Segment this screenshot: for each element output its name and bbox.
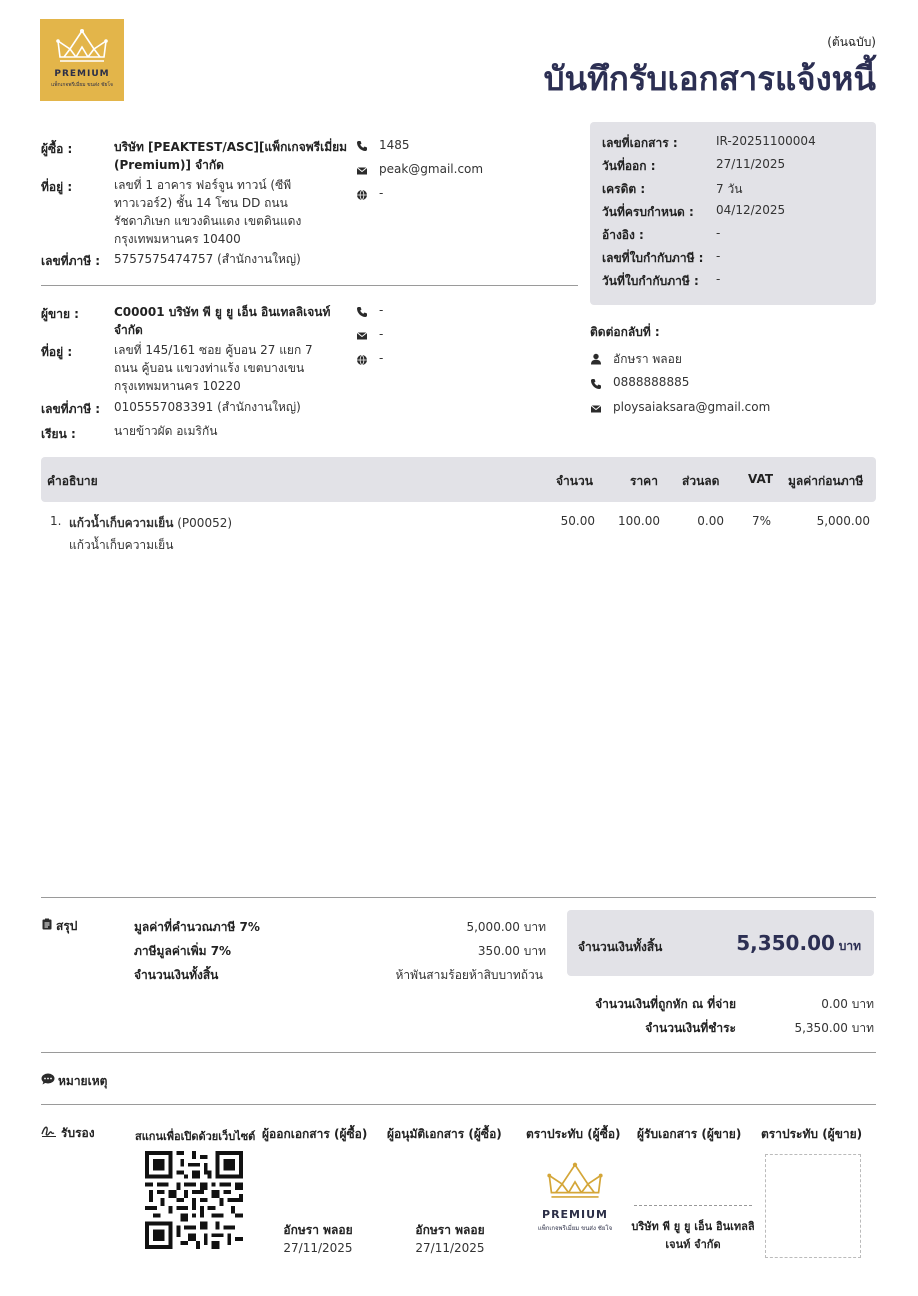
seller-email: -	[379, 327, 384, 341]
approver-name: อักษรา พลอย	[415, 1223, 485, 1237]
row-item-description: แก้วน้ำเก็บความเย็น	[69, 538, 174, 552]
row-item	[69, 514, 232, 533]
phone-icon	[356, 140, 368, 152]
row-discount: 0.00	[697, 514, 724, 528]
col-description: คำอธิบาย	[47, 474, 98, 488]
table-row	[41, 510, 876, 560]
logo-tagline: แพ็กเกจพรีเมี่ยม ขนส่ง ชัยโจ	[51, 82, 113, 88]
grand-total-label: จำนวนเงินทั้งสิ้น	[134, 968, 219, 982]
approver-label: ผู้อนุมัติเอกสาร (ผู้ซื้อ)	[387, 1127, 502, 1141]
email-icon	[356, 330, 368, 342]
email-icon	[590, 403, 602, 415]
seller-stamp-box	[765, 1154, 861, 1258]
vat-amount-label: ภาษีมูลค่าเพิ่ม 7%	[134, 944, 232, 958]
buyer-address-label: ที่อยู่ :	[41, 180, 73, 194]
signature-icon	[41, 1125, 57, 1137]
receiver-name: บริษัท พี ยู ยู เอ็น อินเทลลิ เจนท์ จำกัด	[631, 1220, 755, 1251]
buyer-stamp-label: ตราประทับ (ผู้ซื้อ)	[526, 1127, 621, 1141]
seller-address: เลขที่ 145/161 ซอย คู้บอน 27 แยก 7 ถนน คู้บอน แขวงท่าแร้ง เขตบางเขน กรุงเทพมหานคร 10220	[114, 343, 313, 393]
grand-total-value: 5,350.00	[736, 931, 835, 955]
col-price: ราคา	[630, 474, 658, 488]
seller-address-label: ที่อยู่ :	[41, 345, 73, 359]
seller-stamp-label: ตราประทับ (ผู้ขาย)	[761, 1127, 863, 1141]
buyer-phone: 1485	[379, 138, 410, 152]
contact-title: ติดต่อกลับที่ :	[590, 325, 660, 339]
col-vat: VAT	[748, 472, 774, 486]
grand-total-box-amount	[736, 931, 861, 956]
copy-label: (ต้นฉบับ)	[827, 35, 876, 49]
summary-divider	[41, 897, 876, 898]
reference-value: -	[716, 226, 721, 240]
logo-wordmark: PREMIUM	[54, 69, 110, 79]
col-amount: มูลค่าก่อนภาษี	[788, 474, 864, 488]
remarks-title: หมายเหตุ	[58, 1074, 108, 1088]
contact-phone: 0888888885	[613, 375, 690, 389]
crown-icon	[545, 1160, 605, 1206]
buyer-website: -	[379, 186, 384, 200]
row-quantity: 50.00	[560, 514, 595, 528]
email-icon	[356, 165, 368, 177]
row-vat: 7%	[751, 514, 771, 528]
row-item-name: แก้วน้ำเก็บความเย็น	[69, 516, 174, 530]
document-title: บันทึกรับเอกสารแจ้งหนี้	[543, 59, 876, 98]
grand-total-unit: บาท	[838, 939, 861, 953]
tax-invoice-number: -	[716, 249, 721, 263]
tax-invoice-date-label: วันที่ใบกำกับภาษี :	[602, 274, 699, 288]
taxable-amount-label: มูลค่าที่คำนวณภาษี 7%	[134, 920, 260, 934]
buyer-tax-id: 5757575474757 (สำนักงานใหญ่)	[114, 252, 301, 266]
seller-tax-id: 0105557083391 (สำนักงานใหญ่)	[114, 400, 301, 414]
seller-name: C00001 บริษัท พี ยู ยู เอ็น อินเทลลิเจนท์ จำกัด	[114, 305, 331, 337]
col-quantity: จำนวน	[556, 474, 593, 488]
tax-invoice-label: เลขที่ใบกำกับภาษี :	[602, 251, 704, 265]
seller-phone: -	[379, 303, 384, 317]
issuer-date: 27/11/2025	[283, 1241, 353, 1255]
row-number: 1.	[50, 514, 62, 528]
credit-value: 7 วัน	[716, 182, 743, 196]
stamp-tagline: แพ็กเกจพรีเมี่ยม ขนส่ง ชัยโจ	[537, 1225, 613, 1232]
withholding-label: จำนวนเงินที่ถูกหัก ณ ที่จ่าย	[595, 997, 736, 1011]
credit-label: เครดิต :	[602, 182, 646, 196]
row-price: 100.00	[618, 514, 660, 528]
reference-label: อ้างอิง :	[602, 228, 644, 242]
payment-amount-label: จำนวนเงินที่ชำระ	[645, 1021, 736, 1035]
seller-tax-label: เลขที่ภาษี :	[41, 402, 101, 416]
grand-total-in-words: ห้าพันสามร้อยห้าสิบบาทถ้วน	[395, 968, 543, 982]
globe-icon	[356, 189, 368, 201]
signoff-divider	[41, 1104, 876, 1105]
doc-number-label: เลขที่เอกสาร :	[602, 136, 678, 150]
attention-name: นายข้าวผัด อเมริกัน	[114, 424, 218, 438]
tax-invoice-date: -	[716, 272, 721, 286]
remarks-divider	[41, 1052, 876, 1053]
items-table-header	[41, 457, 876, 502]
withholding-amount: 0.00 บาท	[821, 997, 874, 1011]
document-info-panel	[590, 122, 876, 305]
buyer-tax-label: เลขที่ภาษี :	[41, 254, 101, 268]
payment-amount: 5,350.00 บาท	[794, 1021, 874, 1035]
phone-icon	[590, 378, 602, 390]
qr-code[interactable]	[145, 1151, 243, 1249]
vat-amount: 350.00 บาท	[477, 944, 546, 958]
issue-date-label: วันที่ออก :	[602, 159, 656, 173]
issuer-label: ผู้ออกเอกสาร (ผู้ซื้อ)	[262, 1127, 368, 1141]
party-divider	[41, 285, 578, 286]
seller-label: ผู้ขาย :	[41, 307, 79, 321]
attention-label: เรียน :	[41, 427, 76, 441]
due-date: 04/12/2025	[716, 203, 786, 217]
qr-label: สแกนเพื่อเปิดด้วยเว็บไซต์	[135, 1130, 256, 1143]
buyer-email: peak@gmail.com	[379, 162, 484, 176]
receiver-label: ผู้รับเอกสาร (ผู้ขาย)	[637, 1127, 742, 1141]
grand-total-box	[567, 910, 874, 976]
doc-number: IR-20251100004	[716, 134, 816, 148]
buyer-stamp	[532, 1160, 618, 1232]
summary-title: สรุป	[56, 919, 78, 933]
signoff-title: รับรอง	[61, 1126, 95, 1140]
approver-date: 27/11/2025	[415, 1241, 485, 1255]
crown-icon	[54, 27, 110, 69]
globe-icon	[356, 354, 368, 366]
due-date-label: วันที่ครบกำหนด :	[602, 205, 694, 219]
stamp-wordmark: PREMIUM	[542, 1208, 608, 1221]
row-item-code: (P00052)	[177, 516, 233, 530]
taxable-amount: 5,000.00 บาท	[466, 920, 546, 934]
row-amount: 5,000.00	[816, 514, 870, 528]
phone-icon	[356, 306, 368, 318]
issuer-name: อักษรา พลอย	[283, 1223, 353, 1237]
buyer-address: เลขที่ 1 อาคาร ฟอร์จูน ทาวน์ (ซีพี ทาวเวอร์2) ชั้น 14 โซน DD ถนน รัชดาภิเษก แขวงดินแดง เขตดินแดง กรุงเทพมหานคร 10400	[114, 178, 302, 246]
user-icon	[590, 353, 602, 365]
issue-date: 27/11/2025	[716, 157, 786, 171]
company-logo	[40, 19, 124, 101]
seller-website: -	[379, 351, 384, 365]
contact-name: อักษรา พลอย	[613, 352, 682, 366]
receiver-signature-line	[634, 1205, 752, 1206]
buyer-label: ผู้ซื้อ :	[41, 142, 73, 156]
grand-total-box-label: จำนวนเงินทั้งสิ้น	[578, 940, 663, 954]
contact-email: ploysaiaksara@gmail.com	[613, 400, 771, 414]
comment-icon	[41, 1073, 55, 1085]
clipboard-icon	[41, 918, 53, 930]
col-discount: ส่วนลด	[682, 474, 720, 488]
buyer-name: บริษัท [PEAKTEST/ASC][แพ็กเกจพรีเมี่ยม (Premium)] จำกัด	[114, 140, 348, 172]
